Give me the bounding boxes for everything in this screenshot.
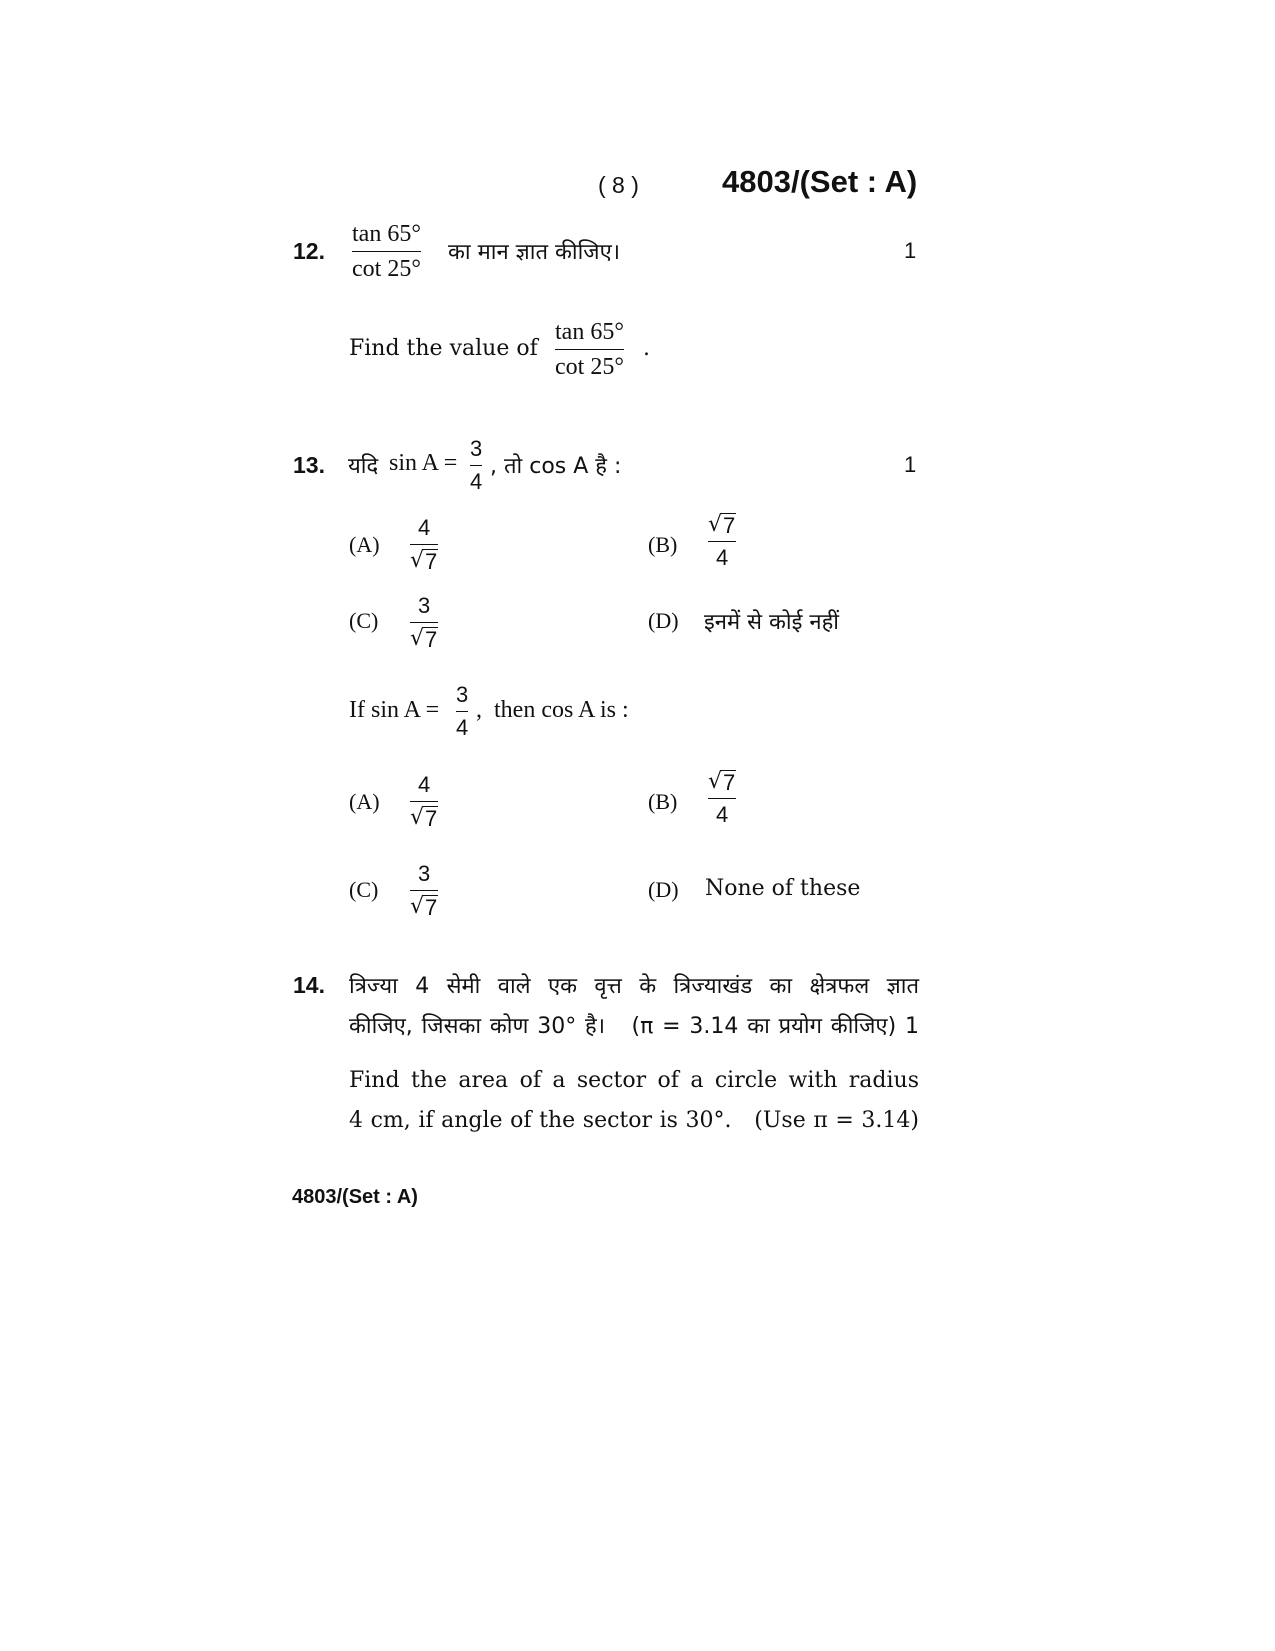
fraction-bar [410, 544, 438, 545]
q13-english-option-b-label: (B) [648, 789, 678, 814]
q14-english-line-1: Find the area of a sector of a circle with radius [349, 1068, 919, 1093]
fraction-bar [410, 801, 438, 802]
q13-hindi-option-a-fraction [410, 515, 438, 574]
fraction-numerator: 3 [456, 682, 469, 707]
q13-hindi-option-d-label: (D) [648, 608, 679, 633]
q13-english-option-d-text: None of these [705, 876, 861, 901]
radicand: 7 [425, 549, 438, 574]
question-number-13: 13. [293, 452, 325, 478]
q12-english-fraction [555, 318, 624, 381]
q14-hindi-line-2: कीजिए, जिसका कोण 30° है। (π = 3.14 का प्रयोग कीजिए) 1 [349, 1014, 919, 1039]
square-root: √ 7 [410, 626, 438, 652]
q13-english-option-a-fraction [410, 772, 438, 831]
radicand: 7 [723, 513, 736, 538]
q13-english-then: , then cos A is : [476, 697, 629, 723]
q13-english-option-b-fraction [708, 769, 736, 828]
fraction-numerator: 3 [418, 593, 431, 618]
fraction-bar [352, 251, 421, 252]
q12-english-period: . [643, 336, 650, 361]
q13-hindi-then: , तो cos A है : [490, 454, 622, 479]
question-number-14: 14. [293, 972, 325, 998]
square-root: √ 7 [708, 512, 736, 538]
q14-hindi-line-1: त्रिज्या 4 सेमी वाले एक वृत्त के त्रिज्याखंड का क्षेत्रफल ज्ञात [349, 974, 919, 999]
q12-marks: 1 [904, 238, 917, 263]
fraction-denominator: 4 [456, 715, 469, 740]
q13-english-option-c-fraction [410, 861, 438, 920]
q12-english-prefix: Find the value of [349, 336, 538, 361]
q13-hindi-option-c-label: (C) [349, 608, 379, 633]
set-code-footer: 4803/(Set : A) [292, 1186, 418, 1208]
fraction-denominator: cot 25° [352, 256, 421, 282]
q13-hindi-option-a-label: (A) [349, 532, 380, 557]
fraction-numerator: tan 65° [352, 221, 421, 247]
q13-english-sin-fraction [456, 682, 468, 741]
fraction-numerator: 4 [418, 515, 431, 540]
fraction-bar [456, 711, 468, 712]
fraction-numerator: 3 [418, 861, 431, 886]
fraction-denominator: 4 [716, 802, 729, 827]
q13-hindi-option-b-fraction [708, 512, 736, 571]
q12-hindi-text: का मान ज्ञात कीजिए। [448, 240, 621, 265]
square-root: √ 7 [410, 805, 438, 831]
q13-english-option-d-label: (D) [648, 877, 679, 902]
q13-hindi-option-b-label: (B) [648, 532, 678, 557]
q12-hindi-fraction [352, 220, 421, 283]
q13-english-option-c-label: (C) [349, 877, 379, 902]
fraction-bar [470, 465, 482, 466]
fraction-denominator: 4 [470, 469, 483, 494]
square-root: √ 7 [410, 548, 438, 574]
fraction-bar [708, 541, 736, 542]
q13-english-option-a-label: (A) [349, 789, 380, 814]
radicand: 7 [723, 770, 736, 795]
fraction-denominator: 4 [716, 545, 729, 570]
fraction-bar [555, 349, 624, 350]
fraction-denominator: cot 25° [555, 354, 624, 380]
fraction-numerator: tan 65° [555, 319, 624, 345]
q13-hindi-if: यदि [348, 454, 379, 479]
square-root: √ 7 [708, 769, 736, 795]
fraction-numerator: 3 [470, 436, 483, 461]
q14-english-line-2: 4 cm, if angle of the sector is 30°. (Use π = 3.14) [349, 1108, 919, 1133]
fraction-numerator: 4 [418, 772, 431, 797]
q13-sin-expression: sin A = [389, 450, 458, 476]
page-number: ( 8 ) [598, 172, 639, 198]
set-code-header: 4803/(Set : A) [722, 164, 918, 199]
radicand: 7 [425, 627, 438, 652]
q13-hindi-option-c-fraction [410, 593, 438, 652]
fraction-bar [410, 890, 438, 891]
q13-hindi-option-d-text: इनमें से कोई नहीं [704, 610, 840, 635]
square-root: √ 7 [410, 894, 438, 920]
radicand: 7 [425, 806, 438, 831]
q13-english-if: If sin A = [349, 697, 440, 723]
question-number-12: 12. [293, 238, 325, 264]
fraction-bar [410, 622, 438, 623]
fraction-bar [708, 798, 736, 799]
radicand: 7 [425, 895, 438, 920]
q13-hindi-sin-fraction [470, 436, 482, 495]
q13-marks: 1 [904, 452, 917, 477]
